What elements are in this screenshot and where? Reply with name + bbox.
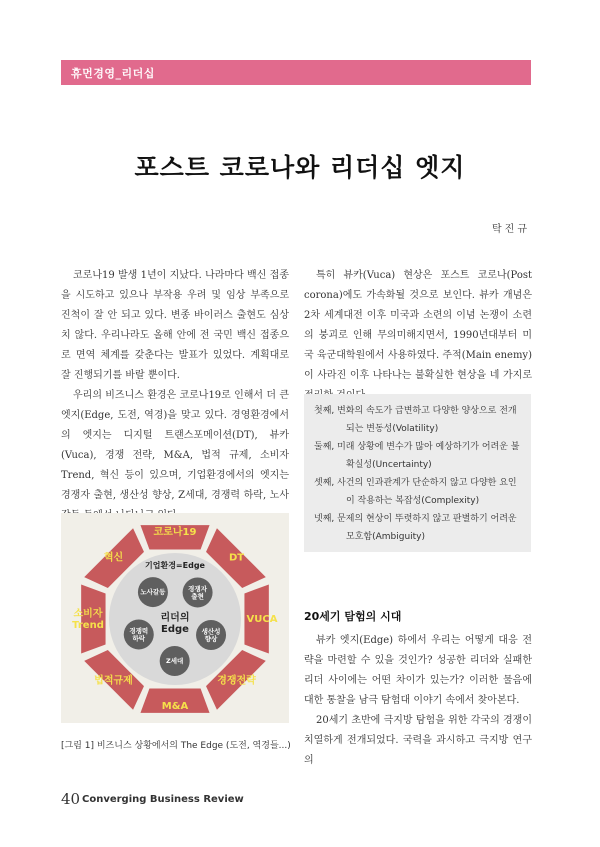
list-item: 넷째, 문제의 현상이 뚜렷하지 않고 판별하기 어려운 모호함(Ambiguity) bbox=[314, 514, 517, 542]
inner-edge-label: 경쟁자 출현 bbox=[188, 584, 208, 601]
outer-edge-label: 코로나19 bbox=[153, 527, 197, 538]
outer-edge-label: 경쟁전략 bbox=[217, 675, 256, 687]
outer-edge-label: 소비자 Trend bbox=[72, 608, 104, 631]
outer-edge-label: VUCA bbox=[246, 614, 278, 625]
article-title: 포스트 코로나와 리더십 엣지 bbox=[134, 153, 466, 182]
inner-edge-label: 생산성 향상 bbox=[201, 627, 221, 643]
outer-edge-label: DT bbox=[228, 552, 245, 564]
vuca-list-box bbox=[304, 394, 531, 552]
inner-edge-label: 노사갈등 bbox=[140, 588, 166, 597]
category-label: 휴먼경영_리더십 bbox=[71, 67, 155, 80]
paragraph: 뷰카 엣지(Edge) 하에서 우리는 어떻게 대응 전략을 마련할 수 있을 것인가? 성공한 리더와 실패한 리더 사이에는 어떤 차이가 있는가? 이러한 물음에 대한 통찰을 남극 탐험대 이야기 속에서 찾아본다. bbox=[304, 635, 532, 706]
figure-caption: [그림 1] 비즈니스 상황에서의 The Edge (도전, 역경들...) bbox=[61, 741, 291, 751]
section-heading: 20세기 탐험의 시대 bbox=[304, 610, 402, 623]
author-name: 탁진규 bbox=[492, 224, 530, 235]
category-bar bbox=[61, 60, 531, 85]
outer-edge-label: 혁신 bbox=[103, 552, 124, 564]
paragraph: 우리의 비즈니스 환경은 코로나19로 인해서 더 큰 엣지(Edge, 도전, 역경)을 맞고 있다. 경영환경에서의 엣지는 디지털 트랜스포메이션(DT), 뷰카(Vuca), 경쟁 전략, M&A, 법적 규제, 소비자 Trend, 혁신 등이 있으며, 기업환경에서의 엣지는 경쟁자 출현, 생산성 향상, Z세대, 경쟁력 하락, 노사 bbox=[61, 390, 289, 501]
paragraph: 특히 뷰카(Vuca) 현상은 포스트 코로나(Post corona)에도 가속화될 것으로 보인다. 뷰카 개념은 2차 세계대전 이후 미국과 소련의 이념 논쟁이 소련의 붕괴로 인해 무의미해지면서, 1990년대부터 미국 육군대학원에서 사용하였다. 주적(Main enemy)이 사라진 이후 나타나는 불확실한 현상을 네 가지로 bbox=[304, 270, 532, 381]
inner-edge-label: Z세대 bbox=[166, 656, 184, 665]
paragraph: 코로나19 발생 1년이 지났다. 나라마다 백신 접종을 시도하고 있으나 부작용 우려 및 임상 부족으로 진척이 잘 안 되고 있다. 변종 바이러스 출현도 심상치 않다. 우리나라도 올해 안에 전 국민 백신 접종으로 면역 체계를 갖춘다는 발표가 있었다. 계획대로 잘 진행되기를 바랄 뿐이다. bbox=[61, 270, 289, 381]
environment-label: 기업환경=Edge bbox=[145, 560, 205, 570]
outer-edge-label: 법적규제 bbox=[94, 675, 133, 687]
body-column-right-top bbox=[304, 266, 532, 406]
inner-edge-label: 경쟁력 하락 bbox=[129, 626, 149, 643]
body-column-right-bottom bbox=[304, 631, 532, 771]
body-column-left bbox=[61, 266, 289, 526]
page-number: 40 bbox=[61, 790, 81, 808]
list-item: 첫째, 변화의 속도가 급변하고 다양한 양상으로 전개되는 변동성(Volatility) bbox=[314, 406, 517, 434]
list-item: 셋째, 사건의 인과관계가 단순하지 않고 다양한 요인이 작용하는 복잡성(Complexity) bbox=[314, 478, 517, 506]
edge-diagram bbox=[61, 513, 289, 723]
outer-edge-label: M&A bbox=[161, 701, 189, 712]
list-item: 둘째, 미래 상황에 변수가 많아 예상하기가 어려운 불확실성(Uncertainty) bbox=[314, 442, 520, 470]
paragraph: 20세기 초반에 극지방 탐험을 위한 각국의 경쟁이 치열하게 전개되었다. 국력을 과시하고 극지방 연구의 bbox=[304, 715, 532, 766]
journal-name: Converging Business Review bbox=[82, 794, 244, 805]
center-label: 리더의 Edge bbox=[160, 612, 190, 635]
